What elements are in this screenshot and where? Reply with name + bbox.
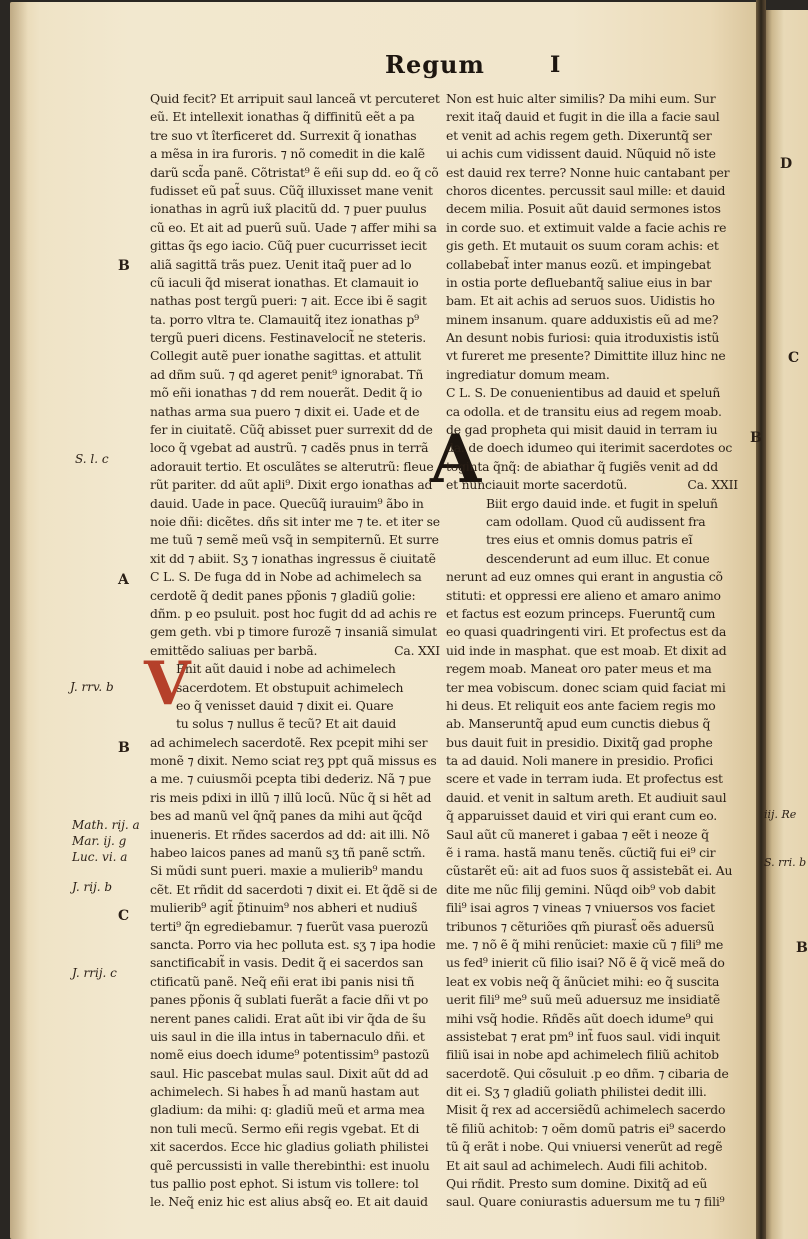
text-line: saul. Hic pascebat mulas saul. Dixit aũt dd ad <box>150 1065 429 1081</box>
text-line: tribunos ⁊ cẽturiões qm̃ piurast̃ oẽs aduersũ <box>446 918 715 934</box>
text-line: hi deus. Et reliquit eos ante faciem regis mo <box>446 697 716 713</box>
text-line: sanctificabit̃ in vasis. Dedit q̃ ei sacerdos san <box>150 955 424 971</box>
text-line: cũ iaculi q̃d miserat ionathas. Et clamauit io <box>150 274 419 290</box>
text-line: tre suo vt îterficeret dd. Surrexit q̃ ionathas <box>150 127 417 143</box>
text-line: bus dauit fuit in presidio. Dixitq̃ gad prophe <box>446 734 713 750</box>
text-line: quẽ percussisti in valle therebinthi: est inuolu <box>150 1157 430 1173</box>
text-line: C L. S. De fuga dd in Nobe ad achimelech sa <box>150 569 422 585</box>
text-line: mihi vsq̃ hodie. Rñdẽs aũt doech idume⁹ qui <box>446 1010 714 1026</box>
margin-section-letter: C <box>788 350 800 366</box>
text-line: ab. Manseruntq̃ apud eum cunctis diebus q̃ <box>446 716 711 732</box>
text-line: tus pallio post ephot. Si istum vis tollere: tol <box>150 1176 419 1192</box>
text-line: choros dicentes. percussit saul mille: et dauid <box>446 182 726 198</box>
text-line: ionathas in agrũ iux̃ placitũ dd. ⁊ puer puulus <box>150 201 427 217</box>
text-line: gis geth. Et mutauit os suum coram achis: et <box>446 238 719 254</box>
right-text-column <box>446 90 738 1212</box>
text-line: ingrediatur domum meam. <box>446 366 610 382</box>
binding-gutter <box>756 0 766 1239</box>
text-line: achimelech. Si habes h̃ ad manũ hastam aut <box>150 1084 419 1100</box>
text-line: An desunt nobis furiosi: quia itroduxistis istũ <box>446 330 720 346</box>
text-line: le. Neq̃ eniz hic est alius absq̃ eo. Et ait dauid <box>150 1194 428 1210</box>
text-line: ter mea vobiscum. donec sciam quid faciat mi <box>446 679 726 695</box>
margin-reference-note: Luc. vi. a <box>72 850 128 864</box>
text-line: eo q̃ venisset dauid ⁊ dixit ei. Quare <box>176 697 394 713</box>
text-line: darũ scd̃a panẽ. Cõtristat⁹ ẽ eñi sup dd. eo q̃ cõ <box>150 164 439 180</box>
text-line: terti⁹ q̃n egrediebamur. ⁊ fuerũt vasa puerozũ <box>150 918 429 934</box>
text-line: dauid. et venit in saltum areth. Et audiuit saul <box>446 789 727 805</box>
text-line: sacerdotẽ. Qui cõsuluit .p eo dñm. ⁊ cibaria de <box>446 1065 729 1081</box>
text-line: aliã sagittã trãs puez. Uenit itaq̃ puer ad lo <box>150 256 412 272</box>
text-line: panes pp̃onis q̃ sublati fuerãt a facie dñi vt po <box>150 992 429 1008</box>
text-line: adorauit tertio. Et osculãtes se alterutrũ: fleue <box>150 458 434 474</box>
text-line: rũt pariter. dd aũt apli⁹. Dixit ergo ionathas ad <box>150 477 433 493</box>
text-line: loco q̃ vgebat ad austrũ. ⁊ cadẽs pnus in terrã <box>150 440 429 456</box>
text-line: sacerdotem. Et obstupuit achimelech <box>176 679 404 695</box>
text-line: de gad propheta qui misit dauid in terram iu <box>446 422 718 438</box>
text-line: toginta q̃nq̃: de abiathar q̃ fugiẽs venit ad dd <box>446 458 718 474</box>
margin-reference-note: J. rij. b <box>72 880 113 894</box>
text-line: tergũ pueri dicens. Festinavelocit̃ ne steteris. <box>150 330 427 346</box>
margin-section-letter: A <box>118 572 129 588</box>
margin-reference-note: Mar. ij. g <box>72 834 127 848</box>
text-line: fudisset eũ pat̃ suus. Cũq̃ illuxisset mane venit <box>150 182 433 198</box>
text-line: dite me nũc filij gemini. Nũqd oib⁹ vob dabit <box>446 881 716 897</box>
text-line: uid inde in masphat. que est moab. Et dixit ad <box>446 642 727 658</box>
text-line: filiũ isai in nobe apd achimelech filiũ achitob <box>446 1047 719 1063</box>
text-line: cerdotẽ q̃ dedit panes pp̃onis ⁊ gladiũ golie: <box>150 587 416 603</box>
text-line: fer in ciuitatẽ. Cũq̃ abisset puer surrexit dd de <box>150 422 433 438</box>
text-line: regem moab. Maneat oro pater meus et ma <box>446 661 712 677</box>
margin-reference-note: Math. rij. a <box>72 818 140 832</box>
text-line: q̃ apparuisset dauid et viri qui erant cum eo. <box>446 808 717 824</box>
text-line: me tuũ ⁊ semẽ meũ vsq̃ in sempiternũ. Et surre <box>150 532 439 548</box>
text-line: monẽ ⁊ dixit. Nemo sciat reʒ ppt quã missus es <box>150 753 437 769</box>
text-line: non tuli mecũ. Sermo eñi regis vgebat. Et di <box>150 1120 420 1136</box>
page-shadow <box>10 2 28 1239</box>
text-line: descenderunt ad eum illuc. Et conue <box>486 550 710 566</box>
text-line: uis saul in die illa intus in tabernaculo dñi. et <box>150 1028 425 1044</box>
text-line: rexit itaq̃ dauid et fugit in die illa a facie saul <box>446 109 720 125</box>
text-line: tres eius et omnis domus patris eĩ <box>486 532 693 548</box>
margin-section-letter: C <box>118 908 130 924</box>
text-line: us fed⁹ inierit cũ filio isai? Nõ ẽ q̃ vicẽ meã do <box>446 955 725 971</box>
text-line: a me. ⁊ cuiusmõi pcepta tibi dederiz. Nã ⁊ pue <box>150 771 432 787</box>
text-line: uerit fili⁹ me⁹ suũ meũ aduersuz me insidiatẽ <box>446 992 720 1008</box>
margin-section-letter: B <box>118 740 130 756</box>
text-line: ca odolla. et de transitu eius ad regem moab. <box>446 403 722 419</box>
text-line: et factus est eozum princeps. Fueruntq̃ cum <box>446 605 716 621</box>
text-line: gittas q̃s ego iacio. Cũq̃ puer cucurrisset iecit <box>150 238 427 254</box>
text-line: da. de doech idumeo qui iterimit sacerdotes oc <box>446 440 733 456</box>
text-line: Quid fecit? Et arripuit saul lanceã vt percuteret <box>150 91 440 106</box>
initial-letter-right: A <box>430 420 482 498</box>
text-line: stituti: et oppressi ere alieno et amaro animo <box>446 587 721 603</box>
text-line: gladium: da mihi: q: gladiũ meũ et arma mea <box>150 1102 425 1118</box>
text-line: cũstarẽt eũ: ait ad fuos suos q̃ assistebãt ei. Au <box>446 863 733 879</box>
text-line: nerent panes calidi. Erat aũt ibi vir q̃da de s̃u <box>150 1010 426 1026</box>
margin-reference-note: S. l. c <box>75 452 109 466</box>
margin-section-letter: D <box>780 156 793 172</box>
text-line: vt fureret me presente? Dimittite illuz hinc ne <box>446 348 726 364</box>
text-line: me. ⁊ nõ ẽ q̃ mihi renũciet: maxie cũ ⁊ fili⁹ me <box>446 936 724 952</box>
margin-section-letter: B <box>750 430 762 446</box>
text-line: gem geth. vbi p timore furozẽ ⁊ insaniã simulat <box>150 624 437 640</box>
text-line: dit ei. Sʒ ⁊ gladiũ goliath philistei dedit illi. <box>446 1084 707 1100</box>
text-line: dauid. Uade in pace. Quecũq̃ iurauim⁹ ãbo in <box>150 495 424 511</box>
text-line: Si mũdi sunt pueri. maxie a mulierib⁹ mandu <box>150 863 424 879</box>
margin-section-letter: B <box>796 940 808 956</box>
text-line: est dauid rex terre? Nonne huic cantabant per <box>446 164 730 180</box>
text-line: Biit ergo dauid inde. et fugit in speluñ <box>486 495 718 511</box>
text-line: bam. Et ait achis ad seruos suos. Uidistis ho <box>446 293 715 309</box>
text-line: Et ait saul ad achimelech. Audi fili achitob. <box>446 1157 708 1173</box>
text-line: ẽ i rama. hastã manu tenẽs. cũctiq̃ fui ei⁹ cir <box>446 845 716 861</box>
text-line: cam odollam. Quod cũ audissent fra <box>486 513 706 529</box>
running-head: Regum <box>385 50 485 79</box>
text-line: sancta. Porro via hec polluta est. sʒ ⁊ ipa hodie <box>150 936 436 952</box>
text-line: mõ eñi ionathas ⁊ dd rem nouerãt. Dedit q̃ io <box>150 385 423 401</box>
text-line: inueneris. Et rñdes sacerdos ad dd: ait illi. Nõ <box>150 826 430 842</box>
text-line: in ostia porte defluebantq̃ saliue eius in bar <box>446 274 712 290</box>
text-line: ui achis cum vidissent dauid. Nũquid nõ iste <box>446 146 716 162</box>
text-line: habeo laicos panes ad manũ sʒ tñ panẽ sctm̃. <box>150 845 426 861</box>
text-line: Enit aũt dauid i nobe ad achimelech <box>176 661 396 677</box>
text-line: Qui rñdit. Presto sum domine. Dixitq̃ ad eũ <box>446 1176 708 1192</box>
text-line: Non est huic alter similis? Da mihi eum. Sur <box>446 91 716 106</box>
text-line: cẽt. Et rñdit dd sacerdoti ⁊ dixit ei. Et q̃dẽ si de <box>150 881 438 897</box>
text-line: tu solus ⁊ nullus ẽ tecũ? Et ait dauid <box>176 716 397 732</box>
text-line: collabebat̃ inter manus eozũ. et impingebat <box>446 256 711 272</box>
text-line: xit dd ⁊ abiit. Sʒ ⁊ ionathas ingressus ẽ ciuitatẽ <box>150 550 436 566</box>
text-line: in corde suo. et extimuit valde a facie achis re <box>446 219 727 235</box>
left-text-column <box>144 90 440 1212</box>
text-line: Collegit autẽ puer ionathe sagittas. et attulit <box>150 348 422 364</box>
text-line: et nunciauit morte sacerdotũ. Ca. XXII <box>446 476 738 494</box>
chapter-mark: Ca. XXI <box>394 642 440 658</box>
text-line: nathas post tergũ pueri: ⁊ ait. Ecce ibi ẽ sagit <box>150 293 427 309</box>
text-line: xit sacerdos. Ecce hic gladius goliath philistei <box>150 1139 429 1155</box>
text-line: C L. S. De conuenientibus ad dauid et speluñ <box>446 385 721 401</box>
text-line: scere et vade in terram iuda. Et profectus est <box>446 771 723 787</box>
text-line: ad achimelech sacerdotẽ. Rex pcepit mihi ser <box>150 734 428 750</box>
text-line: fili⁹ isai agros ⁊ vineas ⁊ vniuersos vos faciet <box>446 900 715 916</box>
text-line: nerunt ad euz omnes qui erant in angustia cõ <box>446 569 723 585</box>
text-line: leat ex vobis neq̃ q̃ ãnũciet mihi: eo q̃ suscita <box>446 973 720 989</box>
text-line: a mẽsa in ira furoris. ⁊ nõ comedit in die kalẽ <box>150 146 425 162</box>
text-line: ta. porro vltra te. Clamauitq̃ itez ionathas p⁹ <box>150 311 419 327</box>
text-line: decem milia. Posuit aũt dauid sermones istos <box>446 201 721 217</box>
text-line: mulierib⁹ agit̃ p̃tinuim⁹ nos abheri et nudius̃ <box>150 900 418 916</box>
folio-number: I <box>550 52 561 78</box>
text-line: cũ eo. Et ait ad puerũ suũ. Uade ⁊ affer mihi sa <box>150 219 437 235</box>
text-line: et venit ad achis regem geth. Dixeruntq̃ ser <box>446 127 712 143</box>
margin-reference-note: J. rrv. b <box>70 680 114 694</box>
facing-page-edge <box>764 10 808 1239</box>
margin-reference-note: J. rrij. c <box>72 966 117 980</box>
text-line: minem insanum. quare adduxistis eũ ad me? <box>446 311 719 327</box>
margin-reference-note: S. rri. b <box>764 856 807 869</box>
text-line: ctificatũ panẽ. Neq̃ eñi erat ibi panis nisi tñ <box>150 973 415 989</box>
text-line: ta ad dauid. Noli manere in presidio. Profici <box>446 753 714 769</box>
text-line: nathas arma sua puero ⁊ dixit ei. Uade et de <box>150 403 420 419</box>
text-line: nomẽ eius doech idume⁹ potentissim⁹ pastozũ <box>150 1047 430 1063</box>
chapter-mark: Ca. XXII <box>687 477 738 493</box>
initial-letter-left: V <box>144 649 191 720</box>
text-line: tũ q̃ erãt i nobe. Qui vniuersi venerũt ad regẽ <box>446 1139 723 1155</box>
text-line: ris meis pdixi in illũ ⁊ illũ locũ. Nũc q̃ si hẽt ad <box>150 789 432 805</box>
text-line: noie dñi: dicẽtes. dñs sit inter me ⁊ te. et iter se <box>150 513 440 529</box>
text-line: Misit q̃ rex ad accersiẽdũ achimelech sacerdo <box>446 1102 726 1118</box>
text-line: tẽ filiũ achitob: ⁊ oẽm domũ patris ei⁹ sacerdo <box>446 1120 726 1136</box>
text-line: emittẽdo saliuas per barbã. Ca. XXI <box>150 642 440 660</box>
text-line: eũ. Et intellexit ionathas q̃ diffinitũ eẽt a pa <box>150 109 415 125</box>
margin-section-letter: B <box>118 258 130 274</box>
text-line: Saul aũt cũ maneret i gabaa ⁊ eẽt i neoze q̃ <box>446 826 709 842</box>
text-line: ad dñm suũ. ⁊ qd ageret penit⁹ ignorabat. Tñ <box>150 366 424 382</box>
text-line: saul. Quare coniurastis aduersum me tu ⁊ fili⁹ <box>446 1194 725 1210</box>
text-line: dñm. p eo psuluit. post hoc fugit dd ad achis re <box>150 605 437 621</box>
margin-reference-note: iij. Re <box>764 808 797 821</box>
text-line: bes ad manũ vel q̃nq̃ panes da mihi aut q̃cq̃d <box>150 808 423 824</box>
text-line: eo quasi quadringenti viri. Et profectus est da <box>446 624 727 640</box>
text-line: assistebat ⁊ erat pm⁹ int̃ fuos saul. vidi inquit <box>446 1028 720 1044</box>
